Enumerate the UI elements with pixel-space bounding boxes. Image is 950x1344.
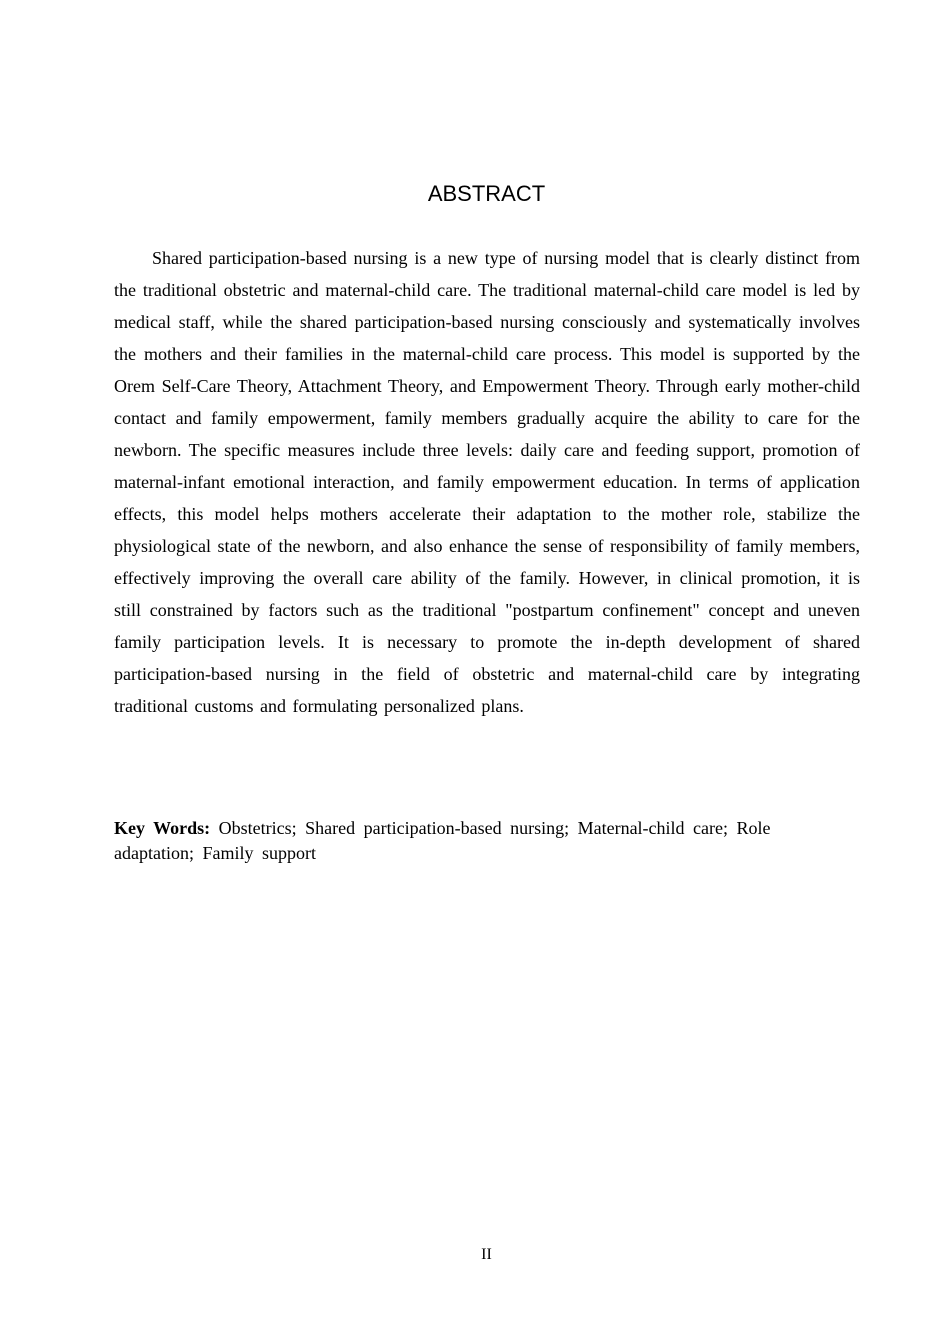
keywords-text: Obstetrics; Shared participation-based nursing; Maternal-child care; Role adaptation; Family support bbox=[114, 818, 771, 863]
page-number: II bbox=[481, 1246, 492, 1263]
keywords-line bbox=[114, 816, 824, 866]
abstract-paragraph: Shared participation-based nursing is a new type of nursing model that is clearly distinct from the traditional obstetric and maternal-child care. The traditional maternal-child care model is led by medical staff, while the shared participation-based nursing consciously and systematically involves the mothers and their families in the maternal-child care process. This model is supported by the Orem Self-Care Theory, Attachment Theory, and Empowerment Theory. Through early mother-child contact and family empowerment, family members gradually acquire the ability to care for the newborn. The specific measures include three levels: daily care and feeding support, promotion of maternal-infant emotional interaction, and family empowerment education. In terms of application effects, this model helps mothers accelerate their adaptation to the mother role, stabilize the physiological state of the newborn, and also enhance the sense of responsibility of family members, effectively improving the overall care ability of the family. However, in clinical promotion, it is still constrained by factors such as the traditional "postpartum confinement" concept and uneven family participation levels. It is necessary to promote the in-depth development of shared participation-based nursing in the field of obstetric and maternal-child care by integrating traditional customs and formulating personalized plans. bbox=[114, 248, 860, 716]
abstract-title: ABSTRACT bbox=[427, 181, 546, 206]
keywords-label: Key Words: bbox=[114, 818, 211, 838]
